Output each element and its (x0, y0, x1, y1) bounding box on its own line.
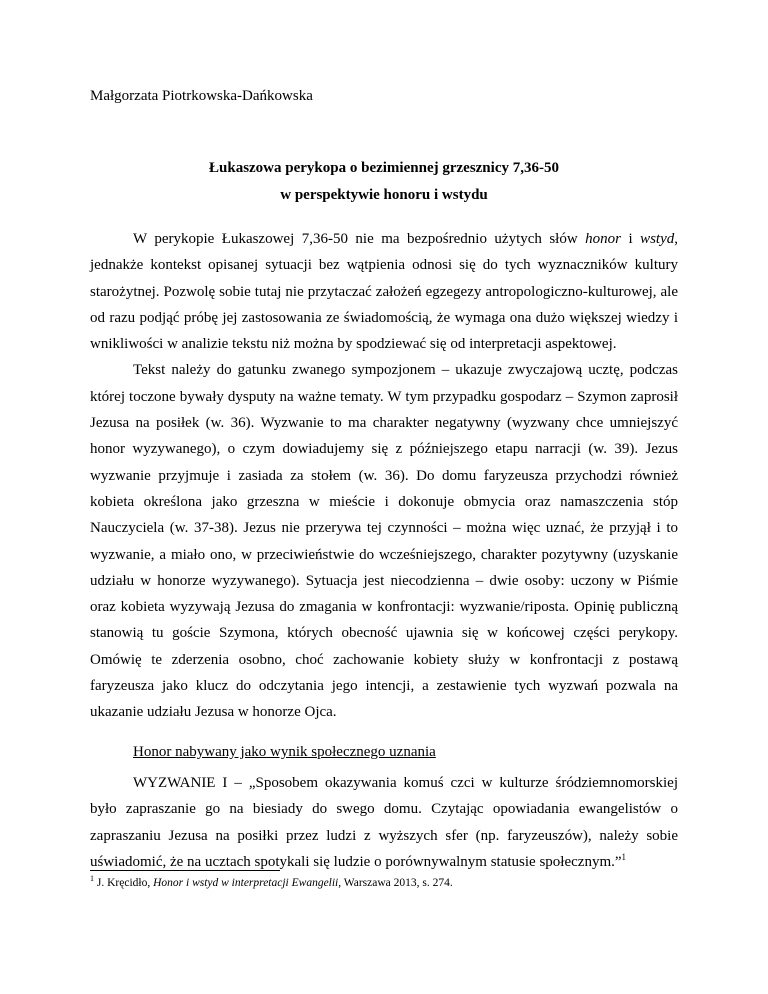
footnote-author: J. Kręcidło, (94, 877, 154, 889)
footnote-work-title: Honor i wstyd w interpretacji Ewangelii (153, 877, 339, 889)
title-line-2: w perspektywie honoru i wstydu (280, 187, 488, 203)
paragraph-3-text: WYZWANIE I – „Sposobem okazywania komuś czci w kulturze śródziemnomorskiej było zapraszanie go na biesiady do swego domu. Czytając opowiadania ewangelistów o zapraszaniu Jezusa na posiłki przez ludzi z wyższych sfer (np. faryzeuszów), należy sobie uświadomić, że na ucztach spotykali się ludzie o porównywalnym statusie społecznym.” (90, 775, 678, 870)
paragraph-1-text-b: , jednakże kontekst opisanej sytuacji bez wątpienia odnosi się do tych wyznaczników kultury starożytnej. Pozwolę sobie tutaj nie przytaczać założeń egzegezy antropologiczno-kulturowej, ale od razu podjąć próbę jej zastosowania ze świadomością, że wymaga ona dużo większej wiedzy i wnikliwości w analizie tekstu niż można by spodziewać się od interpretacji aspektowej. (90, 231, 679, 353)
footnote-separator (90, 870, 280, 871)
body-text-2 (90, 770, 678, 875)
footnote (90, 874, 453, 889)
paragraph-3 (90, 770, 678, 875)
footnote-number: 1 (90, 874, 94, 884)
section-heading: Honor nabywany jako wynik społecznego uznania (133, 744, 436, 760)
term-honor: honor (585, 231, 621, 247)
title-line-1: Łukaszowa perykopa o bezimiennej grzesznicy 7,36-50 (209, 160, 559, 176)
author-name: Małgorzata Piotrkowska-Dańkowska (90, 88, 313, 104)
paragraph-1 (90, 226, 678, 357)
term-wstyd: wstyd (640, 231, 675, 247)
paragraph-1-conjunction: i (621, 231, 641, 247)
paragraph-2: Tekst należy do gatunku zwanego sympozjonem – ukazuje zwyczajową ucztę, podczas której toczone bywały dysputy na ważne tematy. W tym przypadku gospodarz – Szymon zaprosił Jezusa na posiłek (w. 36). Wyzwanie to ma charakter negatywny (wyzwany chce umniejszyć honor wyzywanego), o czym dowiadujemy się z późniejszego etapu narracji (w. 39). Jezus wyzwanie przyjmuje i zasiada za stołem (w. 36). Do domu faryzeusza przychodzi również kobieta określona jako grzeszna w mieście i dokonuje obmycia oraz namaszczenia stóp Nauczyciela (w. 37-38). Jezus nie przerywa tej czynności – można więc uznać, że przyjął i to wyzwanie, a miało ono, w przeciwieństwie do wcześniejszego, charakter pozytywny (uzyskanie udziału w honorze wyzywanego). Sytuacja jest niecodzienna – dwie osoby: uczony w Piśmie oraz kobieta wyzywają Jezusa do zmagania w konfrontacji: wyzwanie/riposta. Opinię publiczną stanowią tu goście Szymona, których obecność ujawnia się w końcowej części perykopy. Omówię te zderzenia osobno, choć zachowanie kobiety służy w konfrontacji z postawą faryzeusza jako klucz do odczytania jego intencji, a zestawienie tych wyzwań pozwala na ukazanie udziału Jezusa w honorze Ojca. (90, 362, 678, 721)
paragraph-1-text-a: W perykopie Łukaszowej 7,36-50 nie ma bezpośrednio użytych słów (133, 231, 586, 247)
article-title (90, 155, 678, 209)
body-text (90, 226, 678, 726)
footnote-details: , Warszawa 2013, s. 274. (338, 877, 453, 889)
footnote-reference[interactable]: 1 (621, 851, 627, 862)
